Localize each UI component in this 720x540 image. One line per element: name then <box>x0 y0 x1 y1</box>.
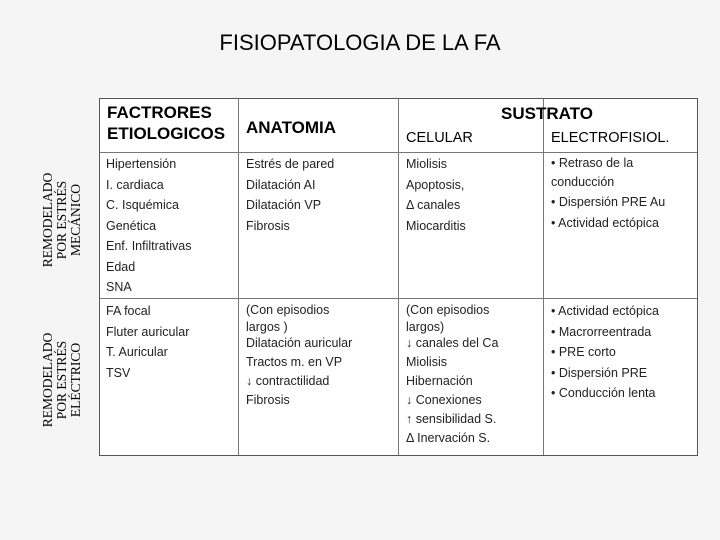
list-item: FA focal <box>106 304 151 318</box>
list-item: Estrés de pared <box>246 157 335 171</box>
row1-electrofisiol <box>551 154 665 232</box>
list-item: Fibrosis <box>246 218 290 233</box>
list-item: conducción <box>551 174 615 189</box>
list-item: largos ) <box>246 320 288 334</box>
header-electrofisiol: ELECTROFISIOL. <box>551 130 670 146</box>
header-sustrato: SUSTRATO <box>501 104 593 123</box>
header-anatomia: ANATOMIA <box>246 118 337 137</box>
row2-celular <box>406 301 498 448</box>
list-item: • Conducción lenta <box>551 386 656 400</box>
side-label-line: MECÁNICO <box>68 184 83 257</box>
header-celular: CELULAR <box>406 130 473 146</box>
fisiopatologia-table <box>99 98 698 456</box>
list-item: Dilatación auricular <box>246 336 353 350</box>
side-label-electrico <box>41 313 85 447</box>
list-item: TSV <box>106 365 131 380</box>
row-divider <box>100 152 697 153</box>
list-item: • Actividad ectópica <box>551 215 659 230</box>
list-item: Dilatación VP <box>246 198 322 212</box>
list-item: Enf. Infiltrativas <box>106 239 192 253</box>
list-item: SNA <box>106 280 132 294</box>
list-item: Miocarditis <box>406 218 466 233</box>
list-item: • Macrorreentrada <box>551 324 652 339</box>
side-label-line: POR ESTRÉS <box>54 180 69 260</box>
row1-anatomia <box>246 154 334 236</box>
list-item: Hipertensión <box>106 157 177 171</box>
list-item: • PRE corto <box>551 345 616 359</box>
list-item: • Dispersión PRE Au <box>551 195 666 209</box>
list-item: • Dispersión PRE <box>551 365 648 380</box>
side-label-mecanico <box>41 165 85 275</box>
row2-factores <box>106 301 189 383</box>
row-divider <box>100 298 697 299</box>
list-item: Hibernación <box>406 374 473 388</box>
row1-celular <box>406 154 466 236</box>
list-item: Edad <box>106 259 136 274</box>
row2-electrofisiol <box>551 301 659 404</box>
list-item: ↓ contractilidad <box>246 374 330 388</box>
list-item: Tractos m. en VP <box>246 355 343 369</box>
list-item: • Retraso de la <box>551 156 634 170</box>
side-label-line: REMODELADO <box>40 172 55 268</box>
list-item: Dilatación AI <box>246 177 316 192</box>
side-label-line: ELÉCTRICO <box>68 342 83 418</box>
header-factores-line: ETIOLOGICOS <box>107 124 226 143</box>
list-item: ↑ sensibilidad S. <box>406 412 497 426</box>
list-item: ↓ canales del Ca <box>406 336 499 350</box>
list-item: Miolisis <box>406 157 447 171</box>
list-item: C. Isquémica <box>106 198 179 212</box>
list-item: largos) <box>406 320 445 334</box>
header-factores-line: FACTRORES <box>107 103 212 122</box>
row2-anatomia <box>246 301 352 410</box>
list-item: • Actividad ectópica <box>551 304 659 318</box>
side-label-line: REMODELADO <box>40 332 55 428</box>
list-item: (Con episodios <box>406 303 490 317</box>
list-item: Fluter auricular <box>106 324 190 339</box>
list-item: Apoptosis, <box>406 177 465 192</box>
page-title: FISIOPATOLOGIA DE LA FA <box>219 30 501 55</box>
list-item: Genética <box>106 218 157 233</box>
list-item: Δ canales <box>406 198 461 212</box>
side-label-line: POR ESTRÉS <box>54 340 69 420</box>
list-item: ↓ Conexiones <box>406 393 482 407</box>
row1-factores <box>106 154 191 298</box>
list-item: Fibrosis <box>246 393 290 407</box>
list-item: Δ Inervación S. <box>406 431 491 445</box>
list-item: I. cardiaca <box>106 177 164 192</box>
header-factores <box>107 102 225 144</box>
list-item: Miolisis <box>406 355 447 369</box>
list-item: (Con episodios <box>246 303 330 317</box>
list-item: T. Auricular <box>106 345 168 359</box>
